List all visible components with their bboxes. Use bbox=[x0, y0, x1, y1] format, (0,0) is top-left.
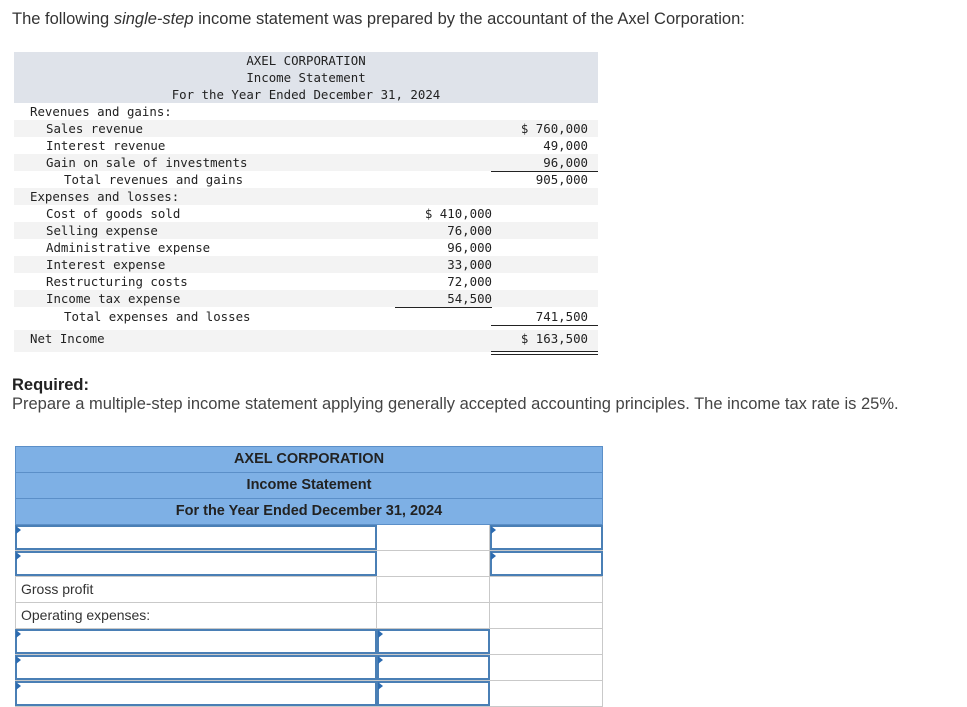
row-label: Sales revenue bbox=[46, 121, 143, 136]
detail-amount: 96,000 bbox=[447, 240, 492, 255]
detail-amount: 76,000 bbox=[447, 223, 492, 238]
amount-cell bbox=[490, 629, 603, 654]
statement-row bbox=[14, 171, 598, 188]
underline-rule bbox=[491, 171, 598, 172]
amount-cell bbox=[377, 551, 490, 576]
row-label: Cost of goods sold bbox=[46, 206, 181, 221]
amount-cell bbox=[490, 681, 603, 706]
total-amount: 741,500 bbox=[535, 309, 588, 324]
total-amount: $ 163,500 bbox=[520, 331, 588, 346]
underline-rule bbox=[491, 325, 598, 326]
detail-amount: $ 410,000 bbox=[424, 206, 492, 221]
row-label: Income tax expense bbox=[46, 291, 181, 306]
underline-rule bbox=[395, 307, 492, 308]
company-name: AXEL CORPORATION bbox=[246, 53, 366, 68]
detail-amount: 54,500 bbox=[447, 291, 492, 306]
amount-cell bbox=[490, 603, 603, 628]
label-input[interactable] bbox=[15, 551, 377, 576]
row-label: Net Income bbox=[30, 331, 105, 346]
total-amount: 96,000 bbox=[543, 155, 588, 170]
table-row bbox=[15, 629, 603, 655]
amount-cell bbox=[377, 525, 490, 550]
total-amount: 905,000 bbox=[535, 172, 588, 187]
required-section bbox=[12, 376, 899, 414]
row-label: Gain on sale of investments bbox=[46, 155, 248, 170]
required-heading: Required: bbox=[12, 376, 90, 394]
intro-text: The following single-step income statement was prepared by the accountant of the Axel Corporation: bbox=[12, 10, 745, 28]
statement-row bbox=[14, 330, 598, 352]
amount-input[interactable] bbox=[490, 525, 603, 550]
amount-input[interactable] bbox=[377, 681, 490, 706]
total-amount: 49,000 bbox=[543, 138, 588, 153]
amount-cell bbox=[377, 577, 490, 602]
label-input[interactable] bbox=[15, 525, 377, 550]
statement-row bbox=[14, 103, 598, 120]
statement-row bbox=[14, 239, 598, 256]
gross-profit-amount bbox=[490, 577, 603, 602]
table-row bbox=[15, 603, 603, 629]
row-label: Selling expense bbox=[46, 223, 158, 238]
table-row bbox=[15, 577, 603, 603]
row-label: Interest expense bbox=[46, 257, 166, 272]
amount-cell bbox=[377, 603, 490, 628]
statement-row bbox=[14, 137, 598, 154]
answer-statement: Income Statement bbox=[15, 472, 603, 498]
row-label: Administrative expense bbox=[46, 240, 211, 255]
table-row bbox=[15, 525, 603, 551]
amount-input[interactable] bbox=[377, 655, 490, 680]
row-label: Interest revenue bbox=[46, 138, 166, 153]
row-label: Revenues and gains: bbox=[30, 104, 172, 119]
row-label: Restructuring costs bbox=[46, 274, 188, 289]
statement-row bbox=[14, 290, 598, 307]
required-text: Prepare a multiple-step income statement applying generally accepted accounting principles. The income tax rate is 25%. bbox=[12, 395, 899, 413]
detail-amount: 72,000 bbox=[447, 274, 492, 289]
statement-row bbox=[14, 222, 598, 239]
answer-company: AXEL CORPORATION bbox=[15, 446, 603, 472]
table-row bbox=[15, 681, 603, 707]
statement-row bbox=[14, 188, 598, 205]
table-row bbox=[15, 655, 603, 681]
total-amount: $ 760,000 bbox=[520, 121, 588, 136]
label-input[interactable] bbox=[15, 655, 377, 680]
answer-grid bbox=[15, 525, 603, 707]
operating-expenses-label: Operating expenses: bbox=[15, 603, 377, 628]
answer-period: For the Year Ended December 31, 2024 bbox=[15, 498, 603, 525]
single-step-statement bbox=[14, 52, 598, 354]
statement-row bbox=[14, 308, 598, 325]
statement-row bbox=[14, 273, 598, 290]
statement-title: Income Statement bbox=[246, 70, 366, 85]
row-label: Total expenses and losses bbox=[64, 309, 251, 324]
row-label: Expenses and losses: bbox=[30, 189, 180, 204]
statement-row bbox=[14, 205, 598, 222]
table-row bbox=[15, 551, 603, 577]
amount-input[interactable] bbox=[490, 551, 603, 576]
underline-rule bbox=[491, 351, 598, 352]
answer-table bbox=[15, 446, 603, 707]
gross-profit-label: Gross profit bbox=[15, 577, 377, 602]
statement-row bbox=[14, 256, 598, 273]
statement-row bbox=[14, 154, 598, 171]
amount-cell bbox=[490, 655, 603, 680]
underline-rule bbox=[491, 354, 598, 355]
row-label: Total revenues and gains bbox=[64, 172, 244, 187]
detail-amount: 33,000 bbox=[447, 257, 492, 272]
label-input[interactable] bbox=[15, 681, 377, 706]
label-input[interactable] bbox=[15, 629, 377, 654]
statement-row bbox=[14, 120, 598, 137]
statement-period: For the Year Ended December 31, 2024 bbox=[171, 87, 441, 102]
amount-input[interactable] bbox=[377, 629, 490, 654]
